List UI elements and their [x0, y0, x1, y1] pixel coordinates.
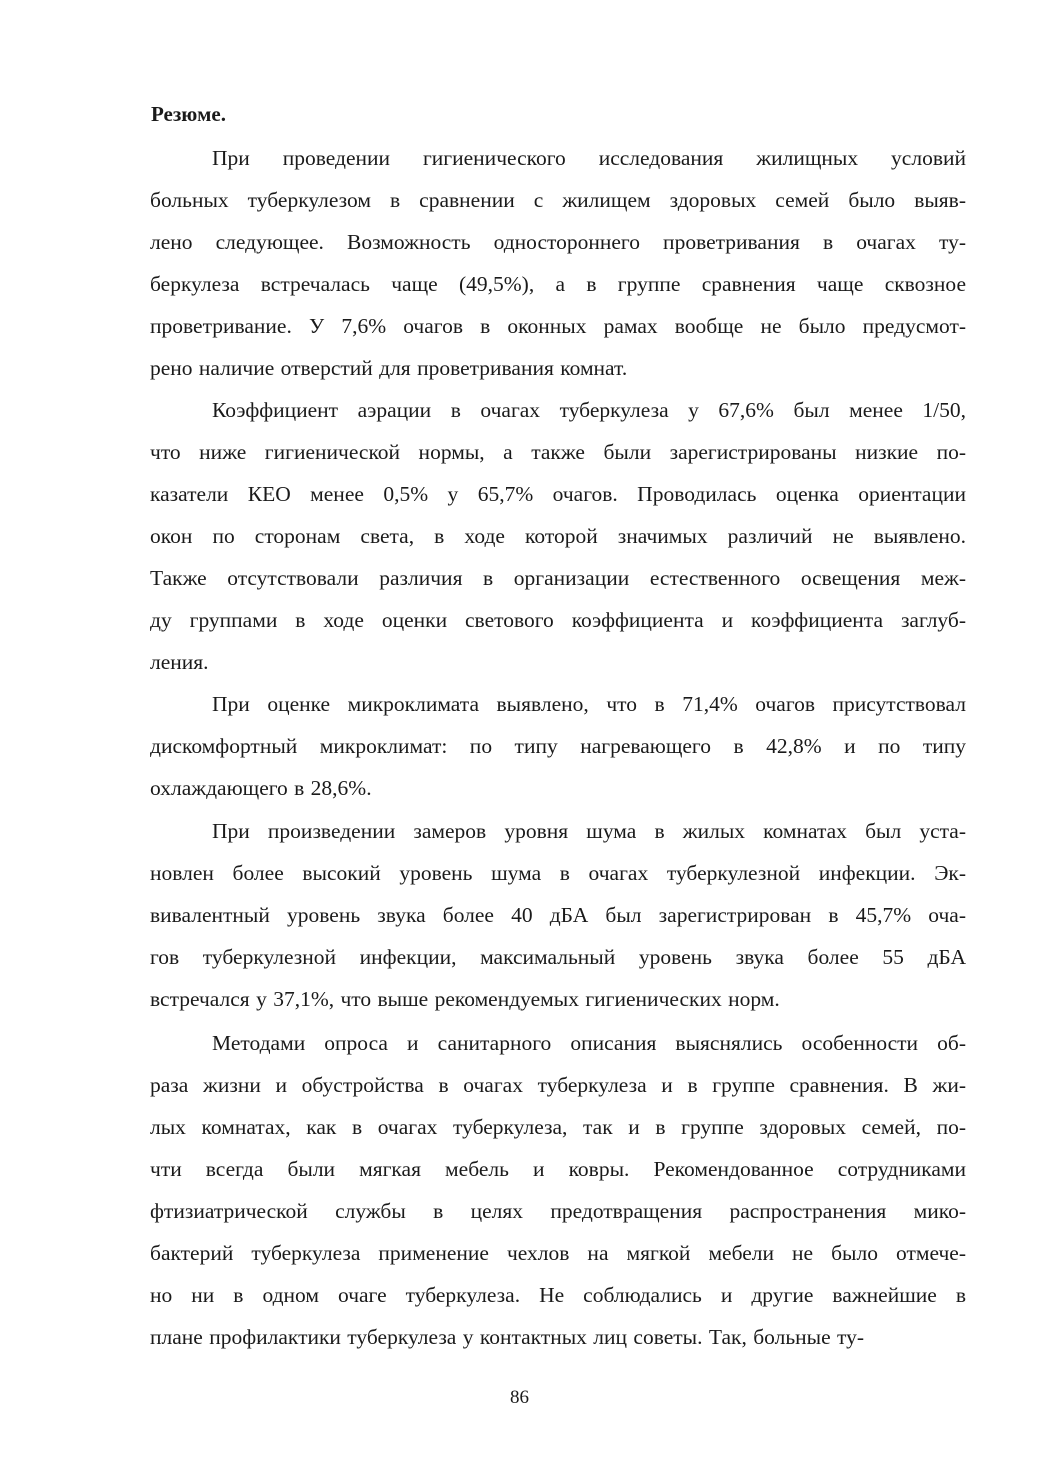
paragraph-3	[150, 683, 966, 809]
text-line: гов туберкулезной инфекции, максимальный уровень звука более 55 дБА	[150, 945, 966, 969]
text-line: При оценке микроклимата выявлено, что в 71,4% очагов присутствовал	[212, 692, 966, 716]
text-line: При проведении гигиенического исследования жилищных условий	[212, 146, 966, 170]
text-line: больных туберкулезом в сравнении с жилищем здоровых семей было выяв-	[150, 188, 966, 212]
text-line: чти всегда были мягкая мебель и ковры. Рекомендованное сотрудниками	[150, 1157, 966, 1181]
text-line: рено наличие отверстий для проветривания комнат.	[150, 356, 628, 380]
text-line: плане профилактики туберкулеза у контактных лиц советы. Так, больные ту-	[150, 1325, 865, 1349]
text-line: новлен более высокий уровень шума в очагах туберкулезной инфекции. Эк-	[150, 861, 966, 885]
text-line: охлаждающего в 28,6%.	[150, 776, 372, 800]
text-line: вивалентный уровень звука более 40 дБА был зарегистрирован в 45,7% оча-	[150, 903, 966, 927]
text-line: бактерий туберкулеза применение чехлов на мягкой мебели не было отмече-	[150, 1241, 966, 1265]
text-line: раза жизни и обустройства в очагах туберкулеза и в группе сравнения. В жи-	[150, 1073, 966, 1097]
text-line: беркулеза встречалась чаще (49,5%), а в группе сравнения чаще сквозное	[150, 272, 966, 296]
text-line: При произведении замеров уровня шума в жилых комнатах был уста-	[212, 819, 966, 843]
paragraph-4	[150, 810, 966, 1020]
text-line: но ни в одном очаге туберкулеза. Не соблюдались и другие важнейшие в	[150, 1283, 966, 1307]
text-line: лено следующее. Возможность одностороннего проветривания в очагах ту-	[150, 230, 966, 254]
paragraph-5	[150, 1022, 966, 1358]
section-heading: Резюме.	[151, 102, 226, 126]
paragraph-1	[150, 137, 966, 389]
text-line: фтизиатрической службы в целях предотвращения распространения мико-	[150, 1199, 966, 1223]
text-line: проветривание. У 7,6% очагов в оконных рамах вообще не было предусмот-	[150, 314, 966, 338]
text-line: дискомфортный микроклимат: по типу нагревающего в 42,8% и по типу	[150, 734, 966, 758]
text-line: Также отсутствовали различия в организации естественного освещения меж-	[150, 566, 966, 590]
paragraph-2	[150, 389, 966, 683]
text-line: встречался у 37,1%, что выше рекомендуемых гигиенических норм.	[150, 987, 780, 1011]
text-line: окон по сторонам света, в ходе которой значимых различий не выявлено.	[150, 524, 966, 548]
text-line: что ниже гигиенической нормы, а также были зарегистрированы низкие по-	[150, 440, 966, 464]
text-line: Коэффициент аэрации в очагах туберкулеза у 67,6% был менее 1/50,	[212, 398, 966, 422]
page-number: 86	[510, 1387, 529, 1408]
text-line: казатели КЕО менее 0,5% у 65,7% очагов. Проводилась оценка ориентации	[150, 482, 966, 506]
text-line: ления.	[150, 650, 209, 674]
text-line: лых комнатах, как в очагах туберкулеза, так и в группе здоровых семей, по-	[150, 1115, 966, 1139]
text-line: ду группами в ходе оценки светового коэффициента и коэффициента заглуб-	[150, 608, 966, 632]
text-line: Методами опроса и санитарного описания выяснялись особенности об-	[212, 1031, 966, 1055]
